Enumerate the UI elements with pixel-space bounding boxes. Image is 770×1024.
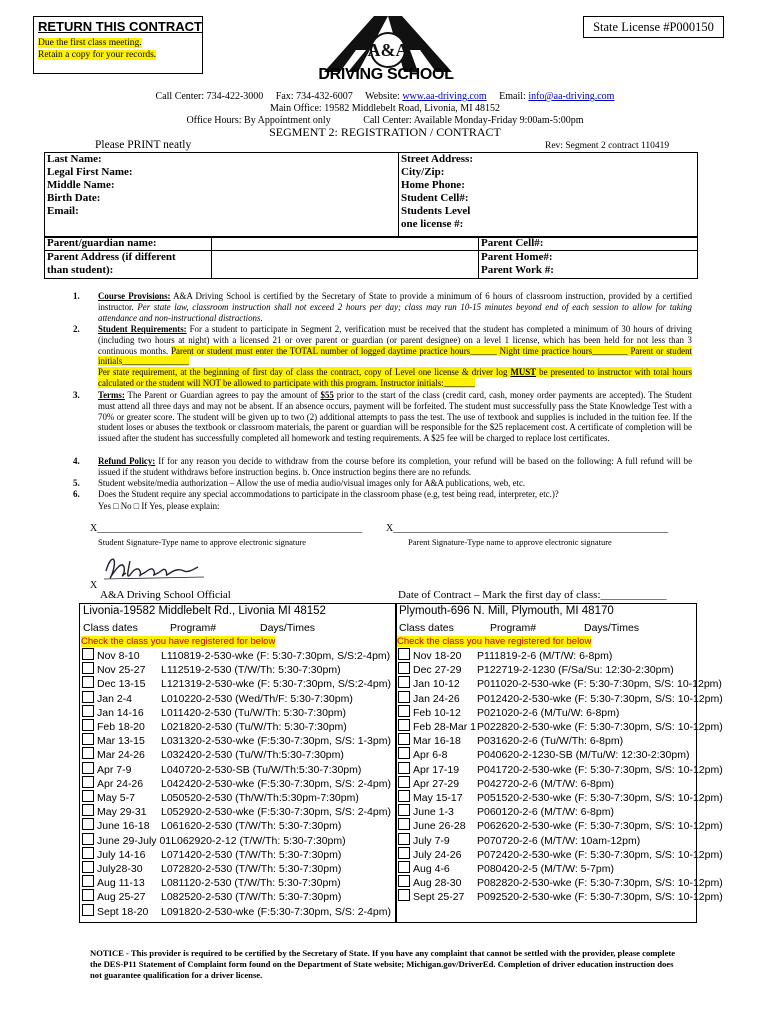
class-date: June 16-18 [97,820,150,833]
class-checkbox[interactable] [398,818,410,830]
class-row[interactable] [82,747,344,762]
fax-number: Fax: 734-432-6007 [275,91,353,102]
term-3-body2: prior to the start of the class (credit card, cash, money order payments are accepted). The Student must attend all three days and may not be absent. If an absence occurs, payment will be forfeited. The student must successfully pass the State Knowledge Test with a 70% or greater score. The student will be given up to two (2) additional attempts to pass the test. The use of textbook and supplies is included in the tuition fee. If the student loses or abuses the textbook or classroom materials, the parent or guardian will be responsible for the $25 replacement cost. A certificate of completion will be issued after the student has successfully completed all homework and testing requirements. A $25 fee will be charged to replace lost certificates. [98,390,692,444]
livonia-check-instruction: Check the class you have registered for below [81,636,276,647]
parent-name-field[interactable] [212,237,479,251]
parent-cell-label[interactable]: Parent Cell#: [479,237,698,251]
email-link[interactable]: info@aa-driving.com [528,91,615,102]
class-program: L052920-2-530-wke (F:5:30-7:30pm, S/S: 2-4pm) [161,806,391,819]
official-x[interactable]: X [90,580,98,591]
class-row[interactable] [82,648,390,663]
class-row[interactable] [398,861,614,876]
class-date: Dec 27-29 [413,664,462,677]
class-program: P072420-2-530-wke (F: 5:30-7:30pm, S/S: 10-12pm) [477,848,723,861]
class-checkbox[interactable] [398,847,410,859]
class-program: L062920-2-12 (T/W/Th: 5:30-7:30pm) [171,834,346,847]
class-row[interactable] [398,691,723,706]
official-caption: A&A Driving School Official [100,589,231,601]
class-date: Jan 24-26 [413,692,460,705]
livonia-location: Livonia-19582 Middlebelt Rd., Livonia MI 48152 [83,605,326,617]
class-date: May 15-17 [413,792,463,804]
class-checkbox[interactable] [398,676,410,688]
class-row[interactable] [398,776,614,791]
class-checkbox[interactable] [82,733,94,745]
class-checkbox[interactable] [398,790,410,802]
class-checkbox[interactable] [82,818,94,830]
class-checkbox[interactable] [82,719,94,731]
parent-name-label: Parent/guardian name: [45,237,212,251]
class-row[interactable] [82,889,341,904]
class-checkbox[interactable] [82,776,94,788]
class-program: P041720-2-530-wke (F: 5:30-7:30pm, S/S: 10-12pm) [477,763,723,776]
class-row[interactable] [398,648,612,663]
class-row[interactable] [82,875,341,890]
term-media-authorization: Student website/media authorization – Allow the use of media audio/visual images only for A&A publications, web, etc. [98,478,526,488]
logo-letters: A&A [367,40,409,60]
class-date: Feb 28-Mar 1 [413,721,477,733]
middle-name-label: Middle Name: [47,179,115,191]
class-row[interactable] [82,762,361,777]
class-checkbox[interactable] [82,875,94,887]
class-program: L031320-2-530-wke (F:5:30-7:30pm, S/S: 1-3pm) [161,735,391,748]
class-program: P122719-2-1230 (F/Sa/Su: 12:30-2:30pm) [477,664,674,677]
class-program: P021020-2-6 (M/Tu/W: 6-8pm) [477,706,620,719]
class-date: July28-30 [97,863,143,875]
class-program: P062620-2-530-wke (F: 5:30-7:30pm, S/S: 10-12pm) [477,820,723,833]
class-row[interactable] [398,747,689,762]
class-checkbox[interactable] [82,705,94,717]
class-checkbox[interactable] [398,691,410,703]
instructor-initials-entry[interactable]: be presented to instructor with total hours calculated or the student will NOT be allowed to participate with this program. Instructor initials:_______ [98,367,692,388]
parent-address-label [45,251,212,279]
class-checkbox[interactable] [82,676,94,688]
term-2-body: For a student to participate in Segment 2, verification must be received that the student has completed a minimum of 30 hours of driving (including two hours at night) with a licensed 21 or over parent or guardian (or parent designee) on a level 1 license, which has been held for not less than 3 continuous months. [98,324,692,356]
class-row[interactable] [82,662,341,677]
student-info-left[interactable] [45,153,399,238]
class-row[interactable] [398,818,723,833]
return-retain-note: Retain a copy for your records. [38,50,157,60]
term-2-highlight: Per state requirement, at the beginning of first day of class the contract, copy of Level one license & driver log [98,367,511,378]
term-4-body: If for any reason you decide to withdraw from the course before its completion, your refund will be based on the following: A full refund will be issued if the student withdraws before instruction begins. b. Once instruction begins there are no refunds. [98,456,693,477]
print-neatly: Please PRINT neatly [95,139,192,151]
class-date: Aug 4-6 [413,863,450,875]
student-info-table [44,152,698,238]
class-checkbox[interactable] [82,648,94,660]
date-of-contract[interactable]: Date of Contract – Mark the first day of class:____________ [398,589,667,601]
class-row[interactable] [82,861,341,876]
class-date: Mar 16-18 [413,735,461,748]
call-center-hours: Call Center: Available Monday-Friday 9:00am-5:00pm [363,115,584,126]
class-date: Apr 7-9 [97,763,132,776]
class-date: Aug 11-13 [97,877,145,890]
class-date: Apr 17-19 [413,763,460,776]
term-number-5: 5. [73,478,80,488]
term-number-6: 6. [73,489,80,499]
term-3-body1: The Parent or Guardian agrees to pay the amount of [124,390,321,400]
class-checkbox[interactable] [82,833,94,845]
class-row[interactable] [398,847,723,862]
class-checkbox[interactable] [398,776,410,788]
parent-address-field[interactable] [212,251,479,279]
birth-date-label: Birth Date: [47,192,101,204]
class-program: L010220-2-530 (Wed/Th/F: 5:30-7:30pm) [161,692,353,705]
parent-signature-line[interactable]: X_______________________________________________________ [386,523,669,534]
class-row[interactable] [82,719,347,734]
term-number-2: 2. [73,324,80,334]
class-program: L112519-2-530 (T/W/Th: 5:30-7:30pm) [161,664,341,677]
student-cell-label: Student Cell#: [401,192,469,204]
call-center: Call Center: 734-422-3000 [155,91,264,102]
contact-line [0,91,770,102]
office-hours: Office Hours: By Appointment only [186,115,331,126]
class-date: Mar 13-15 [97,735,145,748]
parent-home-label: Parent Home#: [481,251,553,263]
class-checkbox[interactable] [82,747,94,759]
class-checkbox[interactable] [82,790,94,802]
parent-address-line1: Parent Address (if different [47,251,176,263]
class-date: May 5-7 [97,792,135,804]
class-program: P092520-2-530-wke (F: 5:30-7:30pm, S/S: 10-12pm) [477,891,723,904]
class-row[interactable] [82,776,391,791]
class-date: Aug 25-27 [97,891,146,904]
class-row[interactable] [398,733,623,748]
class-date: July 14-16 [97,848,146,861]
term-1-body: A&A Driving School is certified by the Secretary of State to provide a minimum of 6 hours of classroom instruction, provided by a certified instructor. [98,291,693,312]
official-signature [100,553,210,585]
class-checkbox[interactable] [82,889,94,901]
class-row[interactable] [82,818,341,833]
student-signature-caption: Student Signature-Type name to approve electronic signature [98,537,307,547]
class-program: P080420-2-5 (M/T/W: 5-7pm) [477,863,614,875]
class-checkbox[interactable] [82,861,94,873]
parent-address-line2: than student): [47,264,114,276]
class-row[interactable] [82,833,346,848]
term-3-amount: $55 [320,390,334,400]
class-date: Nov 8-10 [97,650,140,662]
class-checkbox[interactable] [82,904,94,916]
revision: Rev: Segment 2 contract 110419 [545,141,670,151]
class-row[interactable] [398,662,674,677]
class-checkbox[interactable] [398,733,410,745]
class-checkbox[interactable] [398,833,410,845]
class-date: Jan 10-12 [413,678,460,691]
last-name-label: Last Name: [47,153,102,165]
class-row[interactable] [398,676,722,691]
class-program: L110819-2-530-wke (F: 5:30-7:30pm, S/S:2-4pm) [161,650,391,662]
class-program: L050520-2-530 (Th/W/Th:5:30pm-7:30pm) [161,792,359,804]
class-checkbox[interactable] [82,691,94,703]
class-row[interactable] [398,762,723,777]
legal-first-name-label: Legal First Name: [47,166,133,178]
notice-text: NOTICE - This provider is required to be certified by the Secretary of State. If you have any complaint that cannot be settled with the provider, please complete the DES-P11 Statement of Complaint form found on the Department of State website; Michigan.gov/DriverEd. Completion of driver education instruction does not guarantee qualification for a driver license. [90,948,676,980]
home-phone-label: Home Phone: [401,179,465,191]
class-date: Sept 18-20 [97,905,149,918]
class-date: Nov 18-20 [413,650,462,662]
class-program: P111819-2-6 (M/T/W: 6-8pm) [477,650,613,662]
term-course-provisions [98,291,692,323]
class-row[interactable] [82,904,391,919]
class-program: L040720-2-530-SB (Tu/W/Th:5:30-7:30pm) [161,763,362,776]
class-date: May 29-31 [97,806,147,819]
term-accommodations: Does the Student require any special accommodations to participate in the classroom phase (e.g, test being read, interpreter, etc.)? [98,489,559,499]
class-program: P022820-2-530-wke (F: 5:30-7:30pm, S/S: 10-12pm) [477,721,723,733]
class-date: June 29-July 01 [97,834,172,847]
email-label: Email: [499,91,526,102]
class-date: July 24-26 [413,848,462,861]
students-level-label: Students Level [401,205,471,217]
class-program: L121319-2-530-wke (F: 5:30-7:30pm, S/S:2-4pm) [161,678,391,691]
class-program: L042420-2-530-wke (F:5:30-7:30pm, S/S: 2-4pm) [161,777,391,790]
class-checkbox[interactable] [82,662,94,674]
class-date: Dec 13-15 [97,678,146,691]
class-row[interactable] [398,705,619,720]
student-signature-line[interactable]: X_____________________________________________________ [90,523,363,534]
parent-phones[interactable] [479,251,698,279]
class-checkbox[interactable] [398,889,410,901]
class-checkbox[interactable] [398,762,410,774]
class-program: P042720-2-6 (M/T/W: 6-8pm) [477,777,614,790]
class-row[interactable] [398,790,723,805]
class-checkbox[interactable] [82,804,94,816]
class-program: P060120-2-6 (M/T/W: 6-8pm) [477,806,614,819]
term-2-heading: Student Requirements: [98,324,187,334]
one-license-label: one license #: [401,218,464,230]
class-row[interactable] [398,804,614,819]
class-row[interactable] [82,691,353,706]
class-row[interactable] [82,847,341,862]
plymouth-check-instruction: Check the class you have registered for below [397,636,592,647]
class-row[interactable] [82,804,391,819]
state-license: State License #P000150 [583,16,724,38]
accommodation-options[interactable]: Yes □ No □ If Yes, please explain: [98,501,220,511]
class-program: L061620-2-530 (T/W/Th: 5:30-7:30pm) [161,820,342,833]
class-date: Nov 25-27 [97,664,146,677]
class-checkbox[interactable] [82,847,94,859]
class-row[interactable] [82,790,359,805]
class-date: Apr 24-26 [97,777,144,790]
plymouth-col-days: Days/Times [584,622,640,634]
class-program: L071420-2-530 (T/W/Th: 5:30-7:30pm) [161,848,342,861]
class-program: L072820-2-530 (T/W/Th: 5:30-7:30pm) [161,863,342,875]
class-row[interactable] [398,719,723,734]
class-program: L091820-2-530-wke (F:5:30-7:30pm, S/S: 2-4pm) [161,905,391,918]
class-program: P051520-2-530-wke (F: 5:30-7:30pm, S/S: 10-12pm) [477,792,723,804]
logo-driving-school: DRIVING SCHOOL [318,66,454,83]
class-row[interactable] [82,705,346,720]
livonia-col-dates: Class dates [83,622,138,634]
class-program: L021820-2-530 (Tu/W/Th: 5:30-7:30pm) [161,721,347,733]
class-program: L032420-2-530 (Tu/W/Th:5:30-7:30pm) [161,749,344,762]
class-date: Aug 28-30 [413,877,462,890]
term-refund-policy [98,456,692,478]
class-row[interactable] [82,676,391,691]
class-program: L081120-2-530 (T/W/Th: 5:30-7:30pm) [161,877,341,890]
class-checkbox[interactable] [398,875,410,887]
practice-hours-entry[interactable]: Parent or student must enter the TOTAL number of logged daytime practice hours______ Night time practice hours________ Parent or student initials_______________ [98,345,692,367]
class-date: Apr 6-8 [413,749,448,762]
class-checkbox[interactable] [398,648,410,660]
class-date: Feb 10-12 [413,706,461,719]
term-number-4: 4. [73,456,80,466]
class-checkbox[interactable] [398,861,410,873]
term-3-heading: Terms: [98,390,125,400]
website-label: Website: [365,91,400,102]
class-program: P040620-2-1230-SB (M/Tu/W: 12:30-2:30pm) [477,749,690,762]
class-date: Sept 25-27 [413,891,465,904]
city-zip-label: City/Zip: [401,166,445,178]
term-1-heading: Course Provisions: [98,291,171,301]
class-program: P011020-2-530-wke (F: 5:30-7:30pm, S/S: 10-12pm) [477,678,722,691]
class-checkbox[interactable] [398,747,410,759]
parent-signature-caption: Parent Signature-Type name to approve electronic signature [408,537,612,547]
class-date: June 1-3 [413,806,454,819]
class-date: June 26-28 [413,820,466,833]
plymouth-col-program: Program# [490,622,537,634]
return-due-note: Due the first class meeting. [38,38,142,48]
term-4-heading: Refund Policy: [98,456,156,466]
class-program: P070720-2-6 (M/T/W: 10am-12pm) [477,834,641,847]
email-field-label: Email: [47,205,79,217]
class-program: L082520-2-530 (T/W/Th: 5:30-7:30pm) [161,891,342,904]
class-row[interactable] [398,875,723,890]
class-row[interactable] [82,733,391,748]
segment-title: SEGMENT 2: REGISTRATION / CONTRACT [269,125,501,139]
class-date: Jan 14-16 [97,706,144,719]
class-date: Jan 2-4 [97,692,133,705]
class-checkbox[interactable] [82,762,94,774]
return-contract-title: RETURN THIS CONTRACT [38,19,202,34]
student-info-right[interactable] [399,153,698,238]
class-date: Feb 18-20 [97,721,145,733]
class-row[interactable] [398,833,640,848]
term-student-requirements [98,324,692,389]
class-date: Mar 24-26 [97,749,145,762]
term-1-italic: Per state law, classroom instruction shall not exceed 2 hours per day; class may run 10-15 minutes beyond end of each session to allow for taking attendance and non-instructional distractions. [98,301,692,323]
class-date: Apr 27-29 [413,777,460,790]
class-program: P031620-2-6 (Tu/W/Th: 6-8pm) [477,735,624,748]
class-date: July 7-9 [413,834,450,847]
term-2-must: MUST [510,367,537,378]
term-number-1: 1. [73,291,80,301]
main-office: Main Office: 19582 Middlebelt Road, Livonia, MI 48152 [269,103,501,114]
class-program: P082820-2-530-wke (F: 5:30-7:30pm, S/S: 10-12pm) [477,877,723,890]
livonia-col-program: Program# [170,622,217,634]
website-link[interactable]: www.aa-driving.com [402,91,487,102]
class-checkbox[interactable] [398,662,410,674]
class-checkbox[interactable] [398,719,410,731]
class-row[interactable] [398,889,723,904]
parent-work-label: Parent Work #: [481,264,554,276]
plymouth-col-dates: Class dates [399,622,454,634]
term-terms [98,390,692,444]
term-number-3: 3. [73,390,80,400]
class-checkbox[interactable] [398,705,410,717]
class-program: L011420-2-530 (Tu/W/Th: 5:30-7:30pm) [161,706,347,719]
street-address-label: Street Address: [401,153,474,165]
class-program: P012420-2-530-wke (F: 5:30-7:30pm, S/S: 10-12pm) [477,692,723,705]
return-contract-box [33,16,203,74]
class-checkbox[interactable] [398,804,410,816]
parent-info-table [44,236,698,279]
plymouth-location: Plymouth-696 N. Mill, Plymouth, MI 48170 [399,605,614,617]
livonia-col-days: Days/Times [260,622,316,634]
